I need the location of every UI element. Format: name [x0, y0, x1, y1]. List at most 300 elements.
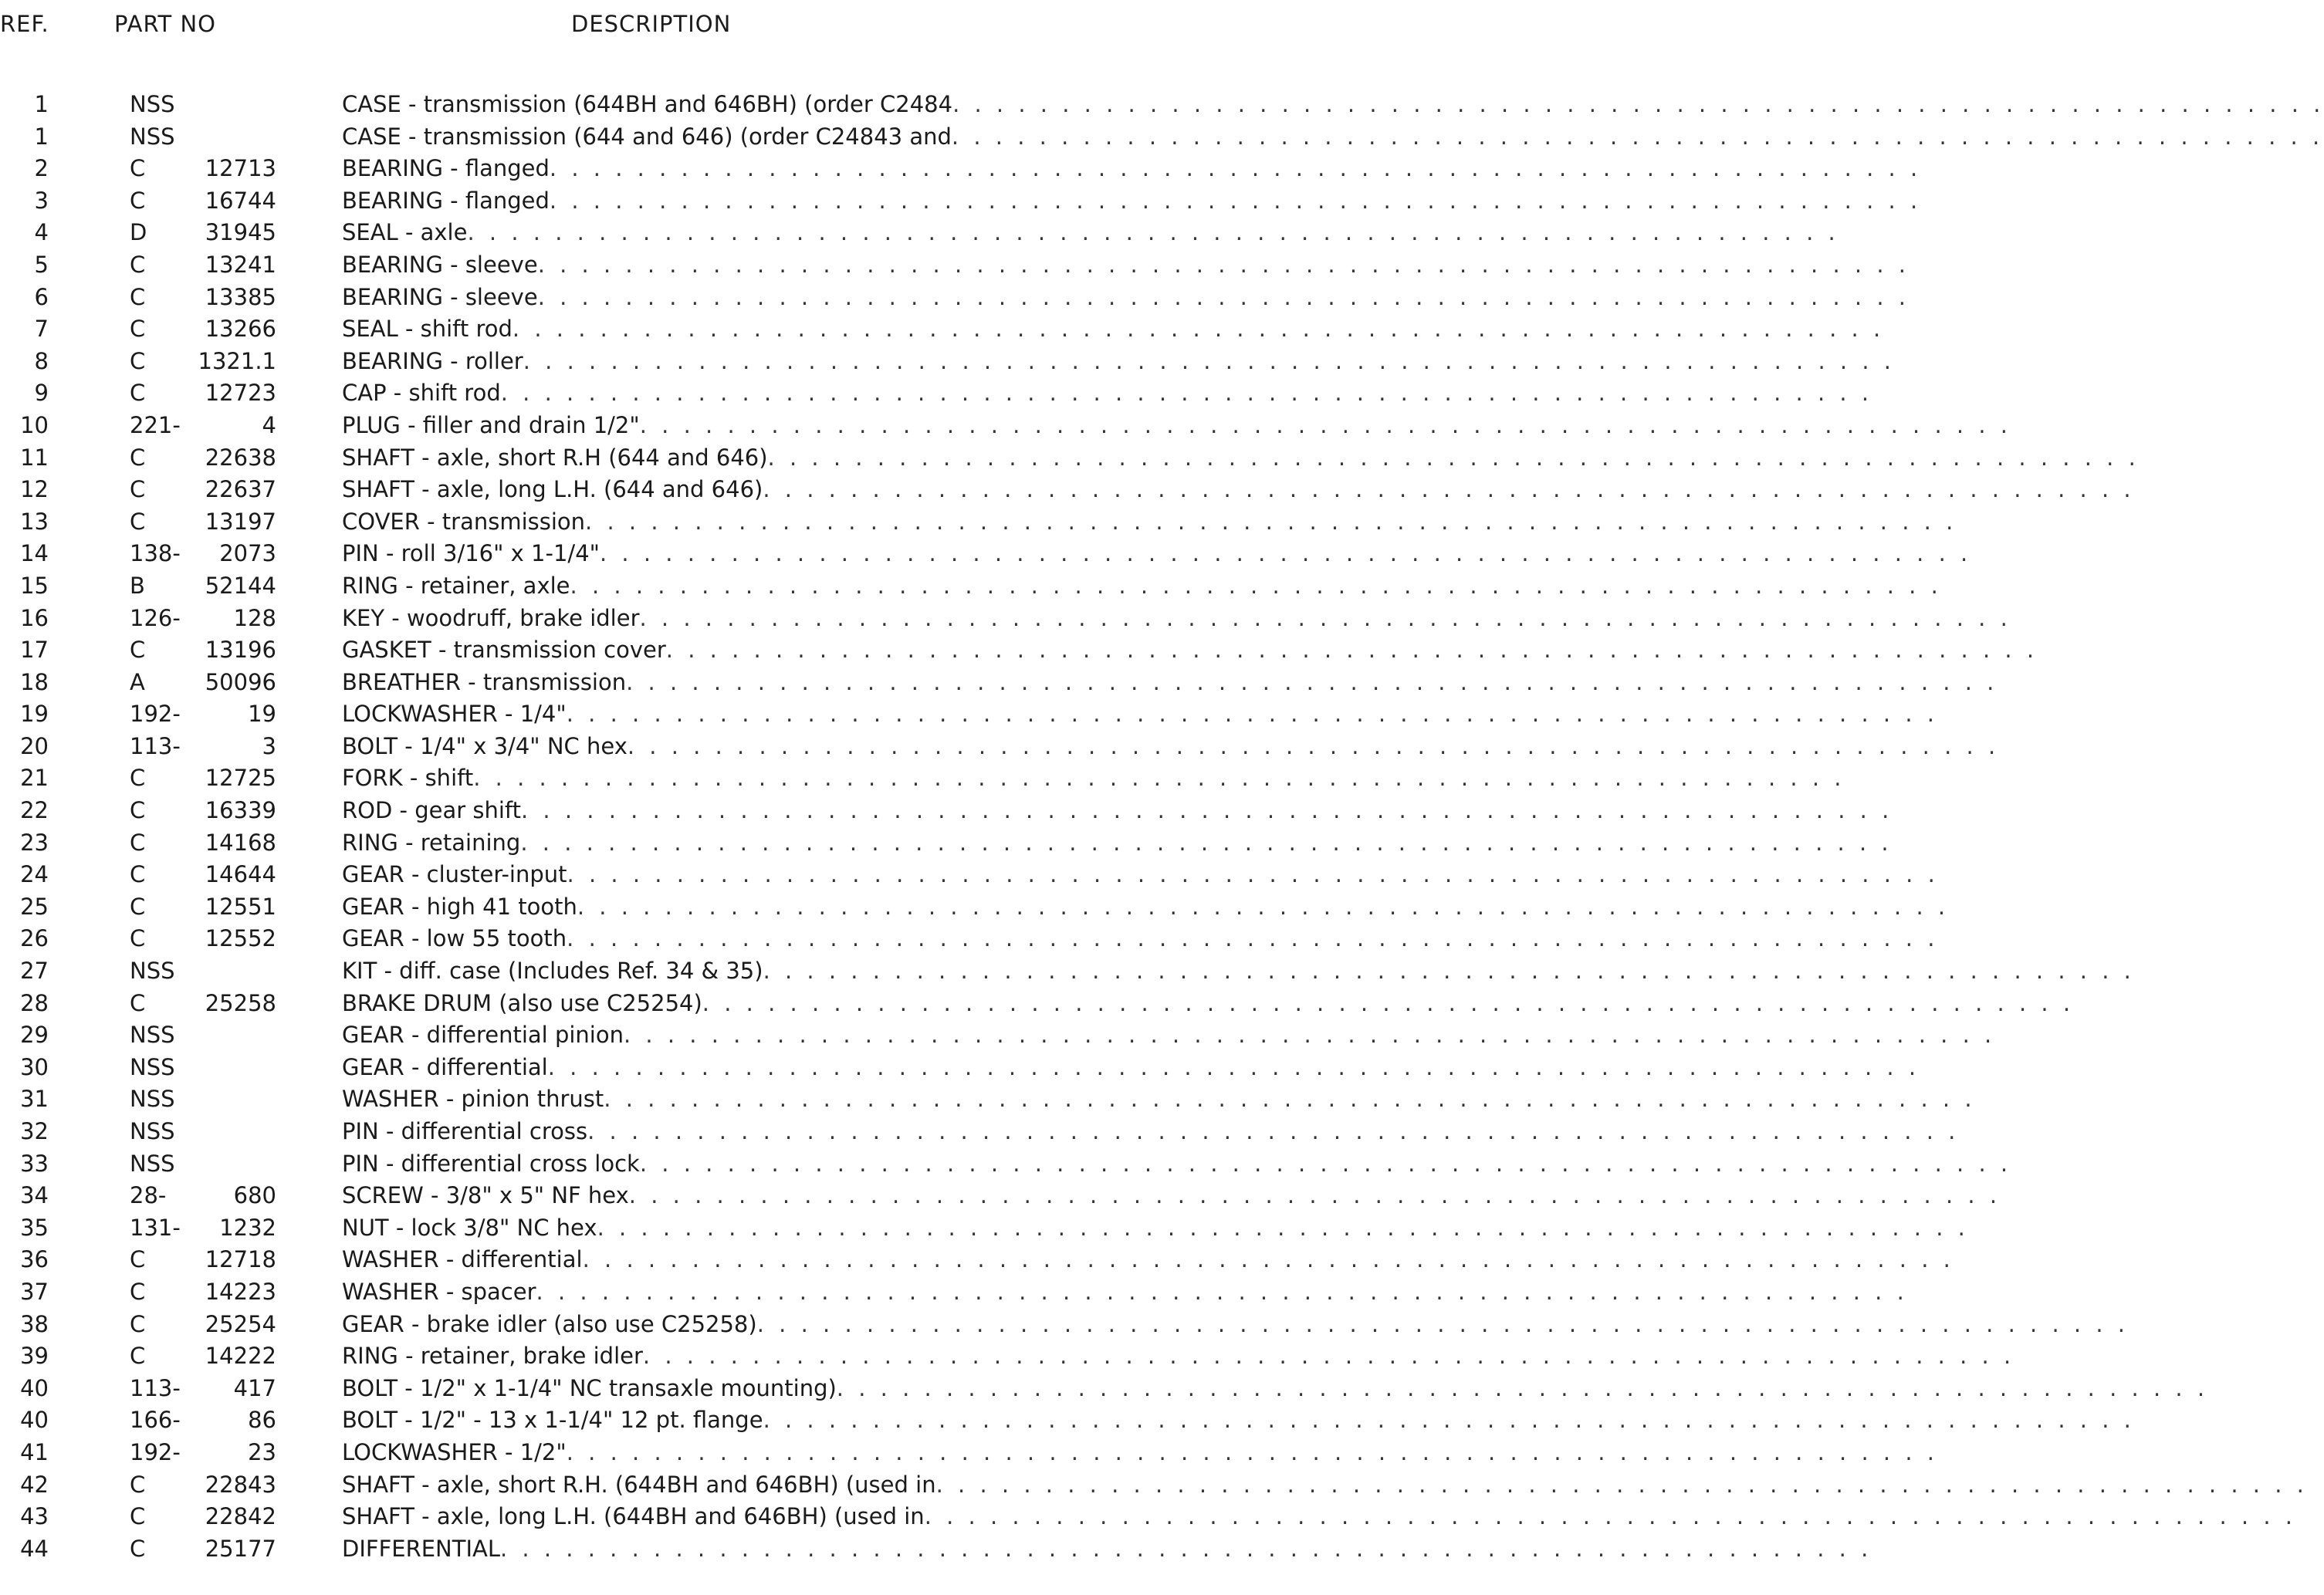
description-text: CASE - transmission (644BH and 646BH) (order C2484	[342, 91, 953, 117]
part-prefix-cell: C	[130, 1343, 146, 1370]
description-text: WASHER - spacer	[342, 1278, 536, 1305]
table-row	[0, 538, 1972, 570]
ref-cell: 16	[20, 604, 49, 631]
ref-cell: 40	[20, 1374, 49, 1401]
ref-cell: 6	[34, 283, 49, 310]
leader-dots: . . . . . . . . . . . . . . . . . . . . . . . . . . . . . . . . . . . . . . . . . . . . . . . . . . . . . . . . . . . . . . .	[547, 1053, 1920, 1080]
description-cell	[342, 1309, 2129, 1341]
description-cell	[342, 121, 2324, 154]
table-row	[0, 1052, 1920, 1084]
ref-cell: 7	[34, 316, 49, 343]
description-text: RING - retainer, axle	[342, 572, 570, 599]
table-row	[0, 634, 2038, 667]
leader-dots: . . . . . . . . . . . . . . . . . . . . . . . . . . . . . . . . . . . . . . . . . . . . . . . . . . . . . . . . . . . . . . .	[763, 958, 2135, 985]
leader-dots: . . . . . . . . . . . . . . . . . . . . . . . . . . . . . . . . . . . . . . . . . . . . . . . . . . . . . . . . . . . . . . .	[582, 1246, 1954, 1273]
leader-dots: . . . . . . . . . . . . . . . . . . . . . . . . . . . . . . . . . . . . . . . . . . . . . . . . . . . . . . . . . . . . . . .	[767, 444, 2140, 471]
table-row	[0, 1212, 1969, 1245]
description-cell	[342, 249, 1910, 282]
leader-dots: . . . . . . . . . . . . . . . . . . . . . . . . . . . . . . . . . . . . . . . . . . . . . . . . . . . . . . . . . . . . . . .	[639, 411, 2012, 438]
table-row	[0, 667, 1998, 699]
ref-cell: 22	[20, 797, 49, 824]
description-cell	[342, 217, 1839, 249]
description-text: PLUG - filler and drain 1/2"	[342, 411, 640, 438]
description-text: SEAL - axle	[342, 219, 468, 246]
table-row	[0, 1533, 1872, 1566]
leader-dots: . . . . . . . . . . . . . . . . . . . . . . . . . . . . . . . . . . . . . . . . . . . . . . . . . . . . . . . . . . . . . . .	[599, 540, 1972, 567]
leader-dots: . . . . . . . . . . . . . . . . . . . . . . . . . . . . . . . . . . . . . . . . . . . . . . . . . . . . . . . . . . . . . . .	[521, 797, 1893, 824]
part-prefix-cell: NSS	[130, 1086, 175, 1113]
ref-cell: 13	[20, 508, 49, 535]
part-number-cell: 25177	[205, 1535, 276, 1562]
ref-cell: 14	[20, 540, 49, 567]
part-number-cell: 12551	[205, 893, 276, 920]
leader-dots: . . . . . . . . . . . . . . . . . . . . . . . . . . . . . . . . . . . . . . . . . . . . . . . . . . . . . . . . . . . . . . .	[626, 668, 1998, 695]
ref-cell: 24	[20, 861, 49, 888]
part-number-cell: 22638	[205, 444, 276, 471]
part-number-cell: 14644	[205, 861, 276, 888]
table-row	[0, 474, 2135, 506]
leader-dots: . . . . . . . . . . . . . . . . . . . . . . . . . . . . . . . . . . . . . . . . . . . . . . . . . . . . . . . . . . . . . . .	[523, 347, 1896, 374]
part-number-cell: 13266	[205, 316, 276, 343]
ref-cell: 18	[20, 668, 49, 695]
description-text: SHAFT - axle, short R.H. (644BH and 646BH) (used in	[342, 1471, 936, 1498]
part-number-cell: 52144	[205, 572, 276, 599]
table-row	[0, 1340, 2015, 1373]
description-text: NUT - lock 3/8" NC hex	[342, 1214, 597, 1241]
part-prefix-cell: 166-	[130, 1407, 181, 1434]
leader-dots: . . . . . . . . . . . . . . . . . . . . . . . . . . . . . . . . . . . . . . . . . . . . . . . . . . . . . . . . . . . . . . .	[763, 1407, 2135, 1434]
leader-dots: . . . . . . . . . . . . . . . . . . . . . . . . . . . . . . . . . . . . . . . . . . . . . . . . . . . . . . . . . . . . . . .	[639, 1150, 2012, 1177]
table-row	[0, 153, 1922, 185]
ref-cell: 5	[34, 251, 49, 278]
ref-cell: 9	[34, 380, 49, 407]
leader-dots: . . . . . . . . . . . . . . . . . . . . . . . . . . . . . . . . . . . . . . . . . . . . . . . . . . . . . . . . . . . . . . .	[566, 1438, 1939, 1465]
ref-cell: 31	[20, 1086, 49, 1113]
description-text: BEARING - sleeve	[342, 251, 538, 278]
description-cell	[342, 1373, 2209, 1405]
ref-cell: 1	[34, 123, 49, 150]
ref-cell: 19	[20, 701, 49, 728]
description-cell	[342, 1469, 2308, 1502]
part-prefix-cell: C	[130, 893, 146, 920]
part-prefix-cell: C	[130, 861, 146, 888]
description-cell	[342, 1083, 1976, 1116]
table-row	[0, 1404, 2135, 1437]
part-number-cell: 14168	[205, 829, 276, 856]
column-header-ref: REF.	[0, 11, 49, 37]
leader-dots: . . . . . . . . . . . . . . . . . . . . . . . . . . . . . . . . . . . . . . . . . . . . . . . . . . . . . . . . . . . . . . .	[597, 1214, 1969, 1241]
leader-dots: . . . . . . . . . . . . . . . . . . . . . . . . . . . . . . . . . . . . . . . . . . . . . . . . . . . . . . . . . . . . . . .	[952, 91, 2324, 117]
part-prefix-cell: 138-	[130, 540, 181, 567]
part-prefix-cell: C	[130, 1278, 146, 1305]
part-number-cell: 12723	[205, 380, 276, 407]
ref-cell: 27	[20, 958, 49, 985]
description-cell	[342, 1276, 1908, 1309]
description-cell	[342, 698, 1939, 731]
part-prefix-cell: C	[130, 989, 146, 1016]
leader-dots: . . . . . . . . . . . . . . . . . . . . . . . . . . . . . . . . . . . . . . . . . . . . . . . . . . . . . . . . . . . . . . .	[577, 893, 1950, 920]
leader-dots: . . . . . . . . . . . . . . . . . . . . . . . . . . . . . . . . . . . . . . . . . . . . . . . . . . . . . . . . . . . . . . .	[512, 316, 1885, 343]
part-prefix-cell: C	[130, 925, 146, 952]
part-number-cell: 31945	[205, 219, 276, 246]
ref-cell: 25	[20, 893, 49, 920]
description-text: BOLT - 1/2" x 1-1/4" NC transaxle mounting)	[342, 1374, 837, 1401]
description-cell	[342, 1533, 1872, 1566]
leader-dots: . . . . . . . . . . . . . . . . . . . . . . . . . . . . . . . . . . . . . . . . . . . . . . . . . . . . . . . . . . . . . . .	[627, 732, 2000, 759]
description-text: LOCKWASHER - 1/4"	[342, 701, 567, 728]
description-text: BRAKE DRUM (also use C25254)	[342, 989, 702, 1016]
leader-dots: . . . . . . . . . . . . . . . . . . . . . . . . . . . . . . . . . . . . . . . . . . . . . . . . . . . . . . . . . . . . . . .	[537, 283, 1910, 310]
leader-dots: . . . . . . . . . . . . . . . . . . . . . . . . . . . . . . . . . . . . . . . . . . . . . . . . . . . . . . . . . . . . . . .	[473, 765, 1845, 792]
description-text: WASHER - differential	[342, 1246, 583, 1273]
part-number-cell: 13197	[205, 508, 276, 535]
description-cell	[342, 89, 2324, 121]
leader-dots: . . . . . . . . . . . . . . . . . . . . . . . . . . . . . . . . . . . . . . . . . . . . . . . . . . . . . . . . . . . . . . .	[520, 829, 1893, 856]
description-cell	[342, 506, 1957, 539]
table-row	[0, 185, 1922, 218]
table-row	[0, 603, 2011, 635]
description-cell	[342, 955, 2135, 988]
description-cell	[342, 923, 1939, 955]
leader-dots: . . . . . . . . . . . . . . . . . . . . . . . . . . . . . . . . . . . . . . . . . . . . . . . . . . . . . . . . . . . . . . .	[756, 1310, 2129, 1337]
description-cell	[342, 377, 1873, 410]
part-prefix-cell: 113-	[130, 732, 181, 759]
description-cell	[342, 1019, 1996, 1052]
description-cell	[342, 827, 1893, 860]
description-text: KIT - diff. case (Includes Ref. 34 & 35)	[342, 958, 763, 985]
part-number-cell: 50096	[205, 668, 276, 695]
description-text: SHAFT - axle, long L.H. (644BH and 646BH) (used in	[342, 1503, 925, 1530]
description-cell	[342, 474, 2135, 506]
part-number-cell: 25254	[205, 1310, 276, 1337]
part-number-cell: 2073	[219, 540, 276, 567]
part-number-cell: 13196	[205, 637, 276, 664]
description-cell	[342, 891, 1950, 924]
table-row	[0, 731, 2000, 763]
table-row	[0, 1116, 1960, 1148]
table-row	[0, 1276, 1908, 1309]
table-row	[0, 282, 1910, 314]
ref-cell: 33	[20, 1150, 49, 1177]
ref-cell: 39	[20, 1343, 49, 1370]
part-prefix-cell: C	[130, 829, 146, 856]
part-number-cell: 13241	[205, 251, 276, 278]
table-row	[0, 217, 1839, 249]
ref-cell: 3	[34, 187, 49, 214]
part-number-cell: 22637	[205, 476, 276, 503]
description-text: RING - retaining	[342, 829, 521, 856]
part-number-cell: 12718	[205, 1246, 276, 1273]
table-row	[0, 89, 2324, 121]
ref-cell: 10	[20, 411, 49, 438]
description-cell	[342, 1116, 1960, 1148]
part-number-cell: 86	[248, 1407, 276, 1434]
table-row	[0, 410, 2012, 442]
description-text: BOLT - 1/4" x 3/4" NC hex	[342, 732, 628, 759]
leader-dots: . . . . . . . . . . . . . . . . . . . . . . . . . . . . . . . . . . . . . . . . . . . . . . . . . . . . . . . . . . . . . . .	[566, 701, 1939, 728]
part-prefix-cell: C	[130, 1246, 146, 1273]
leader-dots: . . . . . . . . . . . . . . . . . . . . . . . . . . . . . . . . . . . . . . . . . . . . . . . . . . . . . . . . . . . . . . .	[549, 187, 1922, 214]
table-row	[0, 570, 1942, 603]
description-text: COVER - transmission	[342, 508, 586, 535]
table-row	[0, 1469, 2308, 1502]
description-text: GEAR - brake idler (also use C25258)	[342, 1310, 757, 1337]
part-prefix-cell: C	[130, 187, 146, 214]
description-cell	[342, 762, 1845, 795]
leader-dots: . . . . . . . . . . . . . . . . . . . . . . . . . . . . . . . . . . . . . . . . . . . . . . . . . . . . . . . . . . . . . . .	[467, 219, 1839, 246]
part-prefix-cell: C	[130, 797, 146, 824]
ref-cell: 37	[20, 1278, 49, 1305]
leader-dots: . . . . . . . . . . . . . . . . . . . . . . . . . . . . . . . . . . . . . . . . . . . . . . . . . . . . . . . . . . . . . . .	[536, 1278, 1908, 1305]
ref-cell: 1	[34, 91, 49, 117]
table-row	[0, 1437, 1939, 1469]
leader-dots: . . . . . . . . . . . . . . . . . . . . . . . . . . . . . . . . . . . . . . . . . . . . . . . . . . . . . . . . . . . . . . .	[549, 155, 1922, 182]
description-text: RING - retainer, brake idler	[342, 1343, 643, 1370]
table-row	[0, 1180, 2001, 1212]
description-cell	[342, 442, 2140, 475]
ref-cell: 23	[20, 829, 49, 856]
leader-dots: . . . . . . . . . . . . . . . . . . . . . . . . . . . . . . . . . . . . . . . . . . . . . . . . . . . . . . . . . . . . . . .	[836, 1374, 2209, 1401]
description-text: BEARING - flanged	[342, 155, 550, 182]
part-number-cell: 12552	[205, 925, 276, 952]
table-row	[0, 313, 1885, 346]
table-row	[0, 988, 2075, 1020]
part-prefix-cell: C	[130, 1471, 146, 1498]
part-number-cell: 3	[262, 732, 276, 759]
part-prefix-cell: C	[130, 1310, 146, 1337]
ref-cell: 4	[34, 219, 49, 246]
table-row	[0, 795, 1893, 827]
part-number-cell: 128	[233, 604, 276, 631]
description-cell	[342, 346, 1896, 378]
part-prefix-cell: C	[130, 765, 146, 792]
description-text: SEAL - shift rod	[342, 316, 512, 343]
description-text: DIFFERENTIAL	[342, 1535, 500, 1562]
leader-dots: . . . . . . . . . . . . . . . . . . . . . . . . . . . . . . . . . . . . . . . . . . . . . . . . . . . . . . . . . . . . . . .	[570, 572, 1942, 599]
description-text: GASKET - transmission cover	[342, 637, 666, 664]
description-cell	[342, 538, 1972, 570]
description-text: BEARING - sleeve	[342, 283, 538, 310]
description-cell	[342, 153, 1922, 185]
description-cell	[342, 731, 2000, 763]
description-text: GEAR - cluster-input	[342, 861, 567, 888]
description-cell	[342, 185, 1922, 218]
ref-cell: 12	[20, 476, 49, 503]
part-number-cell: 16744	[205, 187, 276, 214]
part-number-cell: 22842	[205, 1503, 276, 1530]
ref-cell: 11	[20, 444, 49, 471]
ref-cell: 35	[20, 1214, 49, 1241]
part-prefix-cell: C	[130, 508, 146, 535]
description-text: CAP - shift rod	[342, 380, 501, 407]
part-number-cell: 12713	[205, 155, 276, 182]
ref-cell: 29	[20, 1022, 49, 1049]
part-prefix-cell: B	[130, 572, 145, 599]
description-cell	[342, 313, 1885, 346]
part-number-cell: 1321.1	[198, 347, 276, 374]
description-cell	[342, 634, 2038, 667]
ref-cell: 15	[20, 572, 49, 599]
description-text: WASHER - pinion thrust	[342, 1086, 604, 1113]
leader-dots: . . . . . . . . . . . . . . . . . . . . . . . . . . . . . . . . . . . . . . . . . . . . . . . . . . . . . . . . . . . . . . .	[604, 1086, 1976, 1113]
leader-dots: . . . . . . . . . . . . . . . . . . . . . . . . . . . . . . . . . . . . . . . . . . . . . . . . . . . . . . . . . . . . . . .	[500, 1535, 1872, 1562]
part-prefix-cell: C	[130, 476, 146, 503]
part-prefix-cell: NSS	[130, 123, 175, 150]
table-row	[0, 442, 2140, 475]
part-prefix-cell: NSS	[130, 91, 175, 117]
description-cell	[342, 1148, 2012, 1181]
description-text: BEARING - flanged	[342, 187, 550, 214]
part-number-cell: 680	[233, 1182, 276, 1209]
part-prefix-cell: C	[130, 1535, 146, 1562]
part-prefix-cell: C	[130, 316, 146, 343]
description-text: GEAR - differential pinion	[342, 1022, 624, 1049]
part-number-cell: 417	[233, 1374, 276, 1401]
description-cell	[342, 1404, 2135, 1437]
ref-cell: 30	[20, 1053, 49, 1080]
part-prefix-cell: 126-	[130, 604, 181, 631]
part-number-cell: 14223	[205, 1278, 276, 1305]
description-text: ROD - gear shift	[342, 797, 521, 824]
part-number-cell: 23	[248, 1438, 276, 1465]
leader-dots: . . . . . . . . . . . . . . . . . . . . . . . . . . . . . . . . . . . . . . . . . . . . . . . . . . . . . . . . . . . . . . .	[951, 123, 2324, 150]
part-prefix-cell: 28-	[130, 1182, 167, 1209]
column-header-part-no: PART NO	[114, 11, 216, 37]
description-cell	[342, 1437, 1939, 1469]
description-text: GEAR - differential	[342, 1053, 548, 1080]
part-prefix-cell: C	[130, 347, 146, 374]
description-text: BEARING - roller	[342, 347, 523, 374]
column-header-description: DESCRIPTION	[571, 11, 732, 37]
part-prefix-cell: C	[130, 444, 146, 471]
table-row	[0, 377, 1873, 410]
description-cell	[342, 1180, 2001, 1212]
description-cell	[342, 1340, 2015, 1373]
leader-dots: . . . . . . . . . . . . . . . . . . . . . . . . . . . . . . . . . . . . . . . . . . . . . . . . . . . . . . . . . . . . . . .	[623, 1022, 1996, 1049]
leader-dots: . . . . . . . . . . . . . . . . . . . . . . . . . . . . . . . . . . . . . . . . . . . . . . . . . . . . . . . . . . . . . . .	[587, 1118, 1960, 1144]
ref-cell: 42	[20, 1471, 49, 1498]
description-cell	[342, 1052, 1920, 1084]
leader-dots: . . . . . . . . . . . . . . . . . . . . . . . . . . . . . . . . . . . . . . . . . . . . . . . . . . . . . . . . . . . . . . .	[585, 508, 1957, 535]
table-row	[0, 827, 1893, 860]
part-prefix-cell: A	[130, 668, 145, 695]
part-number-cell: 25258	[205, 989, 276, 1016]
part-prefix-cell: NSS	[130, 1118, 175, 1144]
ref-cell: 26	[20, 925, 49, 952]
table-row	[0, 762, 1845, 795]
description-text: BREATHER - transmission	[342, 668, 627, 695]
description-cell	[342, 859, 1939, 891]
description-cell	[342, 1212, 1969, 1245]
part-prefix-cell: C	[130, 380, 146, 407]
ref-cell: 36	[20, 1246, 49, 1273]
leader-dots: . . . . . . . . . . . . . . . . . . . . . . . . . . . . . . . . . . . . . . . . . . . . . . . . . . . . . . . . . . . . . . .	[567, 861, 1939, 888]
part-prefix-cell: NSS	[130, 1150, 175, 1177]
table-row	[0, 1148, 2012, 1181]
part-prefix-cell: C	[130, 637, 146, 664]
leader-dots: . . . . . . . . . . . . . . . . . . . . . . . . . . . . . . . . . . . . . . . . . . . . . . . . . . . . . . . . . . . . . . .	[702, 989, 2075, 1016]
leader-dots: . . . . . . . . . . . . . . . . . . . . . . . . . . . . . . . . . . . . . . . . . . . . . . . . . . . . . . . . . . . . . . .	[935, 1471, 2308, 1498]
table-row	[0, 506, 1957, 539]
part-prefix-cell: 192-	[130, 1438, 181, 1465]
table-row	[0, 346, 1896, 378]
table-row	[0, 121, 2324, 154]
description-text: SHAFT - axle, short R.H (644 and 646)	[342, 444, 768, 471]
description-cell	[342, 603, 2011, 635]
part-number-cell: 1232	[219, 1214, 276, 1241]
description-cell	[342, 282, 1910, 314]
leader-dots: . . . . . . . . . . . . . . . . . . . . . . . . . . . . . . . . . . . . . . . . . . . . . . . . . . . . . . . . . . . . . . .	[567, 925, 1939, 952]
ref-cell: 28	[20, 989, 49, 1016]
description-text: PIN - roll 3/16" x 1-1/4"	[342, 540, 600, 567]
table-row	[0, 1019, 1996, 1052]
description-text: GEAR - high 41 tooth	[342, 893, 577, 920]
part-number-cell: 22843	[205, 1471, 276, 1498]
table-row	[0, 923, 1939, 955]
parts-list	[0, 89, 2324, 1565]
description-text: GEAR - low 55 tooth	[342, 925, 567, 952]
description-text: LOCKWASHER - 1/2"	[342, 1438, 567, 1465]
ref-cell: 40	[20, 1407, 49, 1434]
leader-dots: . . . . . . . . . . . . . . . . . . . . . . . . . . . . . . . . . . . . . . . . . . . . . . . . . . . . . . . . . . . . . . .	[537, 251, 1910, 278]
table-row	[0, 1244, 1954, 1276]
description-cell	[342, 1501, 2296, 1533]
description-text: PIN - differential cross lock	[342, 1150, 640, 1177]
table-row	[0, 1309, 2129, 1341]
description-cell	[342, 410, 2012, 442]
leader-dots: . . . . . . . . . . . . . . . . . . . . . . . . . . . . . . . . . . . . . . . . . . . . . . . . . . . . . . . . . . . . . . .	[639, 604, 2011, 631]
table-row	[0, 859, 1939, 891]
part-prefix-cell: C	[130, 251, 146, 278]
ref-cell: 21	[20, 765, 49, 792]
description-text: SCREW - 3/8" x 5" NF hex	[342, 1182, 629, 1209]
table-row	[0, 1083, 1976, 1116]
ref-cell: 17	[20, 637, 49, 664]
leader-dots: . . . . . . . . . . . . . . . . . . . . . . . . . . . . . . . . . . . . . . . . . . . . . . . . . . . . . . . . . . . . . . .	[642, 1343, 2015, 1370]
description-text: BOLT - 1/2" - 13 x 1-1/4" 12 pt. flange	[342, 1407, 763, 1434]
part-prefix-cell: C	[130, 155, 146, 182]
description-text: FORK - shift	[342, 765, 474, 792]
ref-cell: 41	[20, 1438, 49, 1465]
table-row	[0, 955, 2135, 988]
table-row	[0, 698, 1939, 731]
leader-dots: . . . . . . . . . . . . . . . . . . . . . . . . . . . . . . . . . . . . . . . . . . . . . . . . . . . . . . . . . . . . . . .	[763, 476, 2135, 503]
description-text: SHAFT - axle, long L.H. (644 and 646)	[342, 476, 763, 503]
part-prefix-cell: NSS	[130, 1053, 175, 1080]
part-prefix-cell: 192-	[130, 701, 181, 728]
part-number-cell: 14222	[205, 1343, 276, 1370]
part-number-cell: 16339	[205, 797, 276, 824]
ref-cell: 8	[34, 347, 49, 374]
part-number-cell: 4	[262, 411, 276, 438]
ref-cell: 20	[20, 732, 49, 759]
description-cell	[342, 795, 1893, 827]
description-cell	[342, 1244, 1954, 1276]
table-row	[0, 249, 1910, 282]
part-prefix-cell: D	[130, 219, 147, 246]
leader-dots: . . . . . . . . . . . . . . . . . . . . . . . . . . . . . . . . . . . . . . . . . . . . . . . . . . . . . . . . . . . . . . .	[665, 637, 2038, 664]
table-row	[0, 891, 1950, 924]
table-row	[0, 1501, 2296, 1533]
part-prefix-cell: C	[130, 1503, 146, 1530]
part-prefix-cell: 221-	[130, 411, 181, 438]
leader-dots: . . . . . . . . . . . . . . . . . . . . . . . . . . . . . . . . . . . . . . . . . . . . . . . . . . . . . . . . . . . . . . .	[628, 1182, 2001, 1209]
description-text: CASE - transmission (644 and 646) (order C24843 and	[342, 123, 952, 150]
description-text: PIN - differential cross	[342, 1118, 588, 1144]
description-cell	[342, 988, 2075, 1020]
description-cell	[342, 570, 1942, 603]
part-number-cell: 19	[248, 701, 276, 728]
